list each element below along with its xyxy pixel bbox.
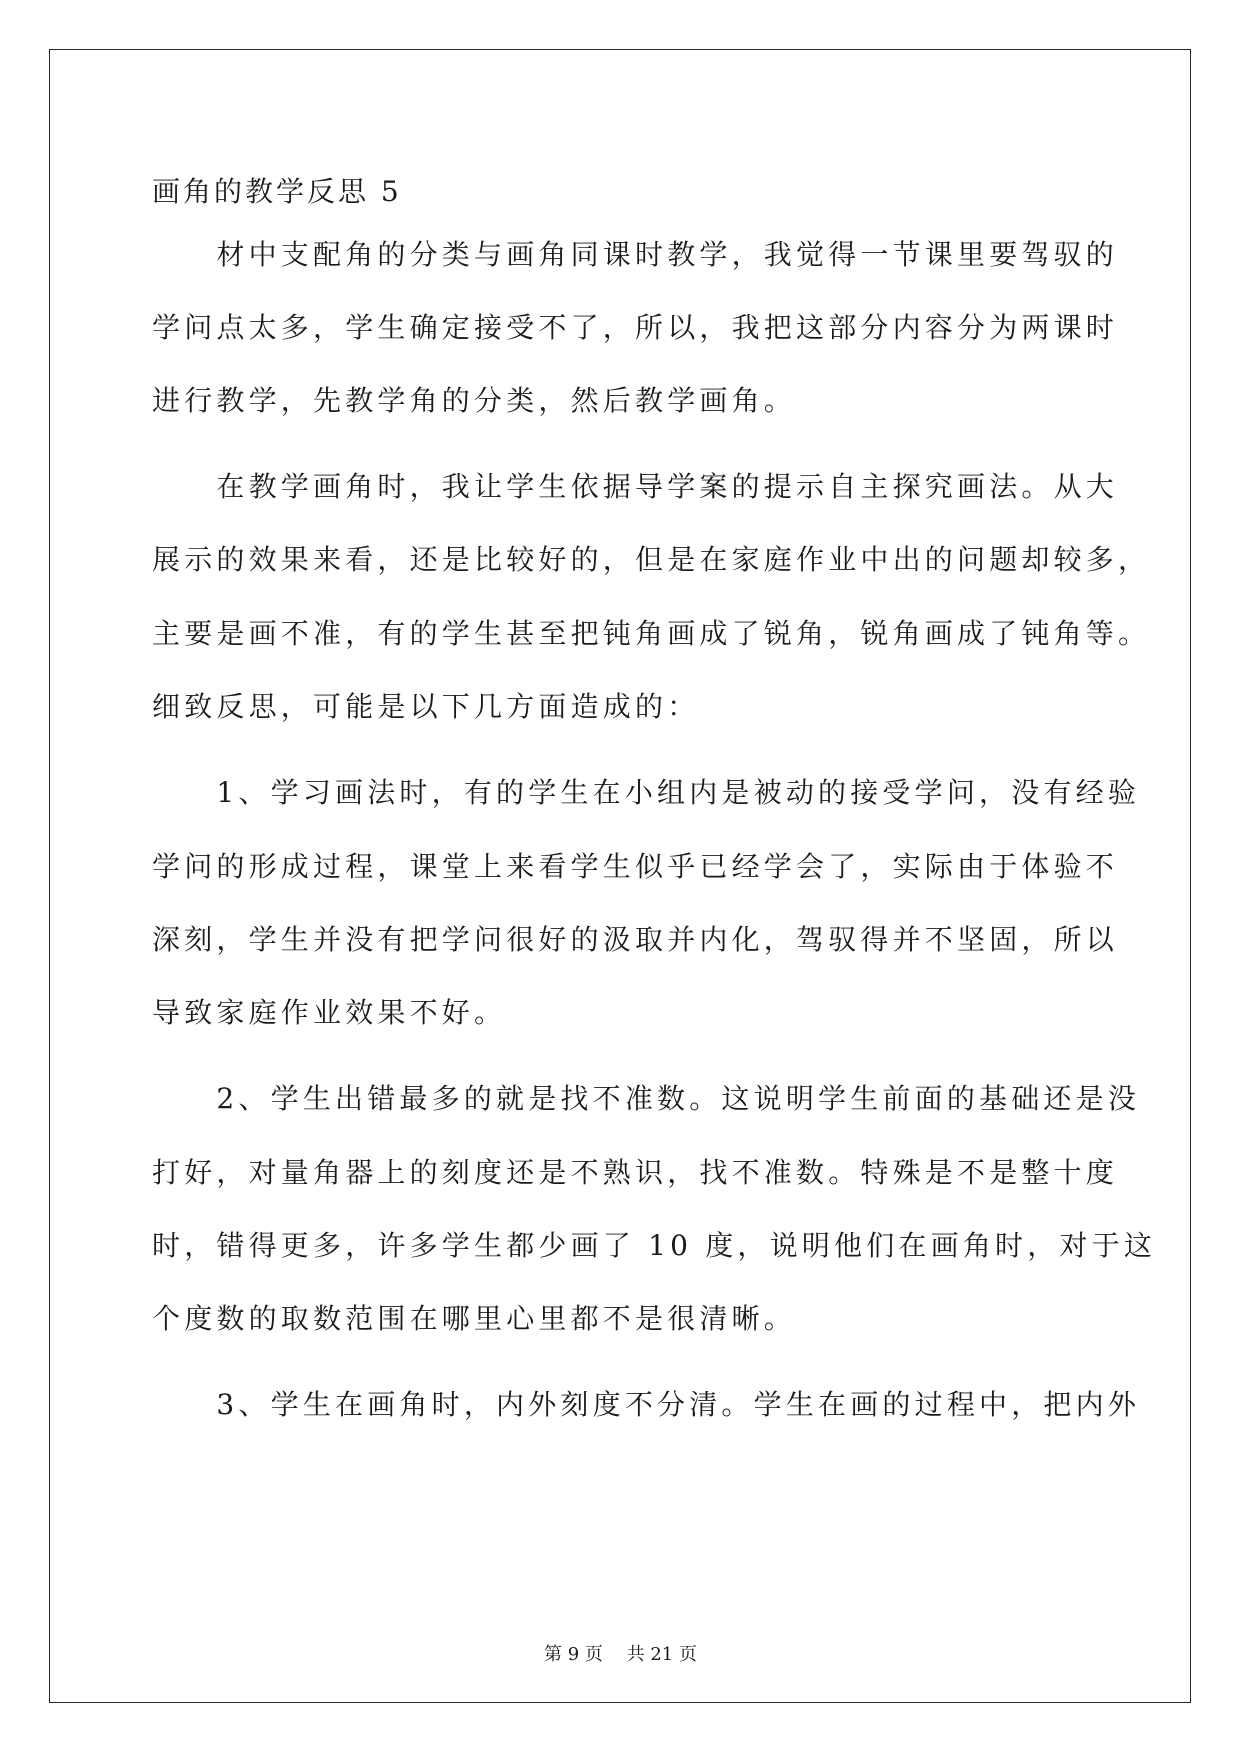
text-line: 在教学画角时，我让学生依据导学案的提示自主探究画法。从大	[152, 470, 1119, 503]
text-line: 主要是画不准，有的学生甚至把钝角画成了锐角，锐角画成了钝角等。	[152, 617, 1151, 650]
text-line: 时，错得更多，许多学生都少画了 10 度，说明他们在画角时，对于这	[152, 1229, 1157, 1262]
page-number: 第 9 页 共 21 页	[544, 1644, 697, 1665]
document-title: 画角的教学反思 5	[152, 175, 402, 208]
text-line: 2、学生出错最多的就是找不准数。这说明学生前面的基础还是没	[152, 1082, 1141, 1115]
text-line: 1、学习画法时，有的学生在小组内是被动的接受学问，没有经验	[152, 776, 1141, 809]
text-line: 导致家庭作业效果不好。	[152, 996, 507, 1029]
text-line: 进行教学，先教学角的分类，然后教学画角。	[152, 384, 797, 417]
text-line: 细致反思，可能是以下几方面造成的：	[152, 690, 700, 723]
text-line: 学问的形成过程，课堂上来看学生似乎已经学会了，实际由于体验不	[152, 850, 1119, 883]
text-line: 深刻，学生并没有把学问很好的汲取并内化，驾驭得并不坚固，所以	[152, 923, 1119, 956]
text-line: 材中支配角的分类与画角同课时教学，我觉得一节课里要驾驭的	[152, 238, 1119, 271]
text-line: 打好，对量角器上的刻度还是不熟识，找不准数。特殊是不是整十度	[152, 1156, 1119, 1189]
text-line: 个度数的取数范围在哪里心里都不是很清晰。	[152, 1302, 797, 1335]
text-line: 展示的效果来看，还是比较好的，但是在家庭作业中出的问题却较多，	[152, 543, 1151, 576]
text-line: 学问点太多，学生确定接受不了，所以，我把这部分内容分为两课时	[152, 311, 1119, 344]
text-line: 3、学生在画角时，内外刻度不分清。学生在画的过程中，把内外	[152, 1388, 1141, 1421]
